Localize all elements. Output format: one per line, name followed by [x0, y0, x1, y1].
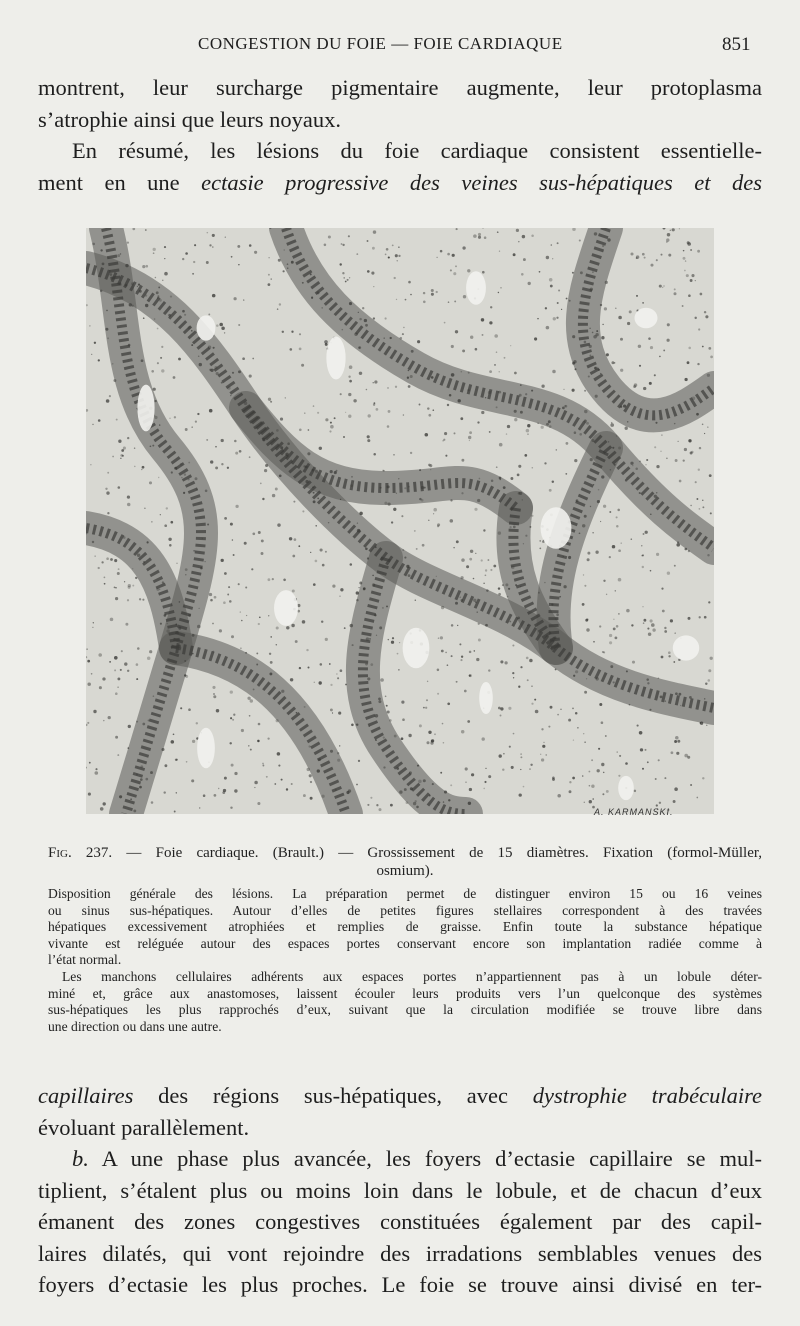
text-line: s’atrophie ainsi que leurs noyaux.	[38, 106, 342, 132]
figure-signature: A. KARMANSKI.	[594, 807, 674, 817]
text-line: En résumé, les lésions du foie cardiaque consistent essentielle-	[72, 138, 762, 163]
caption-paragraph	[48, 886, 762, 969]
caption-line: osmium).	[376, 863, 434, 879]
text-line: émanent des zones congestives constituées également par des capil-	[38, 1209, 762, 1234]
text-line: évoluant parallèlement.	[38, 1114, 250, 1140]
running-head-title: CONGESTION DU FOIE — FOIE CARDIAQUE	[198, 34, 563, 53]
text-line	[38, 1080, 762, 1112]
caption-line	[48, 844, 762, 862]
caption-line: ou sinus sus-hépatiques. Autour d’elles de petites figures stellaires correspondent à des travées	[48, 902, 762, 918]
text-line	[38, 167, 762, 199]
figure-label: Fig. 237.	[48, 845, 113, 861]
running-head	[0, 34, 800, 58]
text-line: laires dilatés, qui vont rejoindre des irradations semblables venues des	[38, 1240, 762, 1266]
page-number: 851	[722, 34, 751, 55]
caption-line: hépatiques excessivement atrophiées et remplies de graisse. Enfin toute la substance hépatique	[48, 919, 762, 935]
text-span: ment en une	[38, 169, 202, 195]
text-span: A une phase plus avancée, les foyers d’ectasie capillaire se mul-	[88, 1146, 762, 1171]
micrograph-illustration	[86, 228, 714, 814]
caption-line: Les manchons cellulaires adhérents aux espaces portes n’appartiennent pas à un lobule déter-	[62, 968, 762, 984]
caption-line: Disposition générale des lésions. La préparation permet de distinguer environ 15 ou 16 veines	[48, 886, 762, 901]
italic-text: b.	[72, 1146, 89, 1171]
text-line	[38, 1143, 762, 1175]
caption-line: l’état normal.	[48, 952, 122, 968]
italic-text: dystrophie trabéculaire	[532, 1083, 762, 1108]
text-span: des régions sus-hépatiques, avec	[133, 1083, 533, 1108]
micrograph-figure	[86, 228, 714, 814]
italic-text: capillaires	[38, 1083, 134, 1108]
caption-line: une direction ou dans une autre.	[48, 1018, 222, 1034]
text-line: montrent, leur surcharge pigmentaire augmente, leur protoplasma	[38, 75, 762, 100]
caption-line: vivante est reléguée autour des espaces portes conservant encore son implantation radiée comme à	[48, 935, 762, 951]
text-line: foyers d’ectasie les plus proches. Le foie se trouve ainsi divisé en ter-	[38, 1272, 762, 1297]
caption-line: miné et, grâce aux anastomoses, laissent écouler leurs produits vers l’un quelconque des systèmes	[48, 985, 762, 1001]
caption-line: sus-hépatiques les plus rapprochés d’eux, suivant que la circulation modifiée se trouve libre dans	[48, 1002, 762, 1018]
figure-caption	[48, 844, 762, 1035]
top-paragraphs	[38, 72, 762, 198]
caption-paragraph	[48, 969, 762, 1035]
bottom-paragraphs	[38, 1080, 762, 1301]
italic-text: ectasie progressive des veines sus-hépatiques et des	[201, 169, 762, 195]
text-line: tiplient, s’étalent plus ou moins loin dans le lobule, et de chacun d’eux	[38, 1177, 762, 1203]
caption-text: — Foie cardiaque. (Brault.) — Grossissement de 15 diamètres. Fixation (formol-Müller,	[112, 845, 762, 861]
